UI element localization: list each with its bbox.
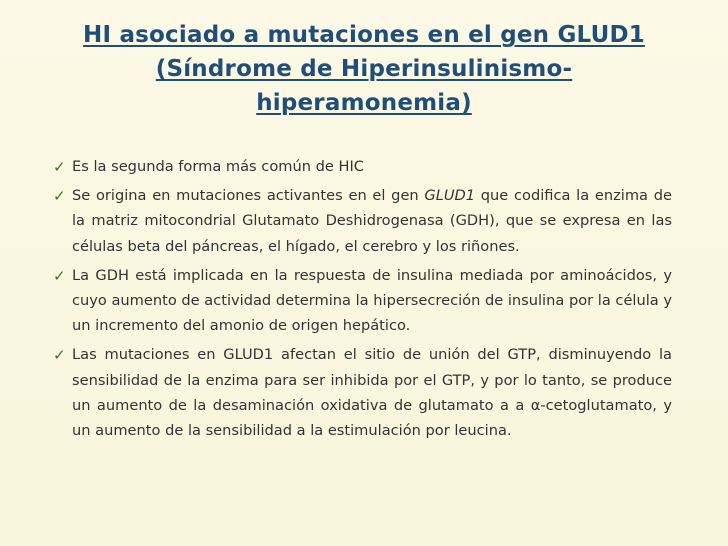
checkmark-icon: ✓ — [53, 266, 66, 285]
slide-title — [60, 18, 668, 120]
bullet-list — [0, 154, 728, 447]
bullet-text-pre: Se origina en mutaciones activantes en el gen — [72, 187, 425, 205]
bullet-item-2 — [0, 183, 728, 259]
bullet-text: Es la segunda forma más común de HIC — [72, 158, 364, 175]
bullet-item-4 — [0, 342, 728, 443]
title-line-1: HI asociado a mutaciones en el gen GLUD1 — [83, 22, 645, 48]
gene-name-italic: GLUD1 — [424, 187, 476, 205]
bullet-text: Las mutaciones en GLUD1 afectan el sitio de unión del GTP, disminuyendo la sensibilidad de la enzima para ser inhibida por el GTP, y por lo tanto, se produce un aumento de la desaminación oxidativa de glutamato a a α-cetoglutamato, y un aumento de la sensibilidad a la estimulación por leucina. — [72, 346, 672, 440]
checkmark-icon: ✓ — [53, 187, 66, 206]
checkmark-icon: ✓ — [53, 158, 66, 176]
title-line-3: hiperamonemia) — [256, 90, 472, 116]
bullet-item-3 — [0, 263, 728, 339]
bullet-text-post: que codifica la enzima de la matriz mitocondrial Glutamato Deshidrogenasa (GDH), que se expresa en las células beta del páncreas, el hígado, el cerebro y los riñones. — [72, 187, 672, 255]
title-line-2: (Síndrome de Hiperinsulinismo- — [155, 56, 573, 82]
bullet-item-1 — [0, 154, 728, 179]
checkmark-icon: ✓ — [53, 346, 66, 365]
bullet-text: La GDH está implicada en la respuesta de insulina mediada por aminoácidos, y cuyo aumento de actividad determina la hipersecreción de insulina por la célula y un incremento del amonio de origen hepático. — [72, 266, 672, 335]
